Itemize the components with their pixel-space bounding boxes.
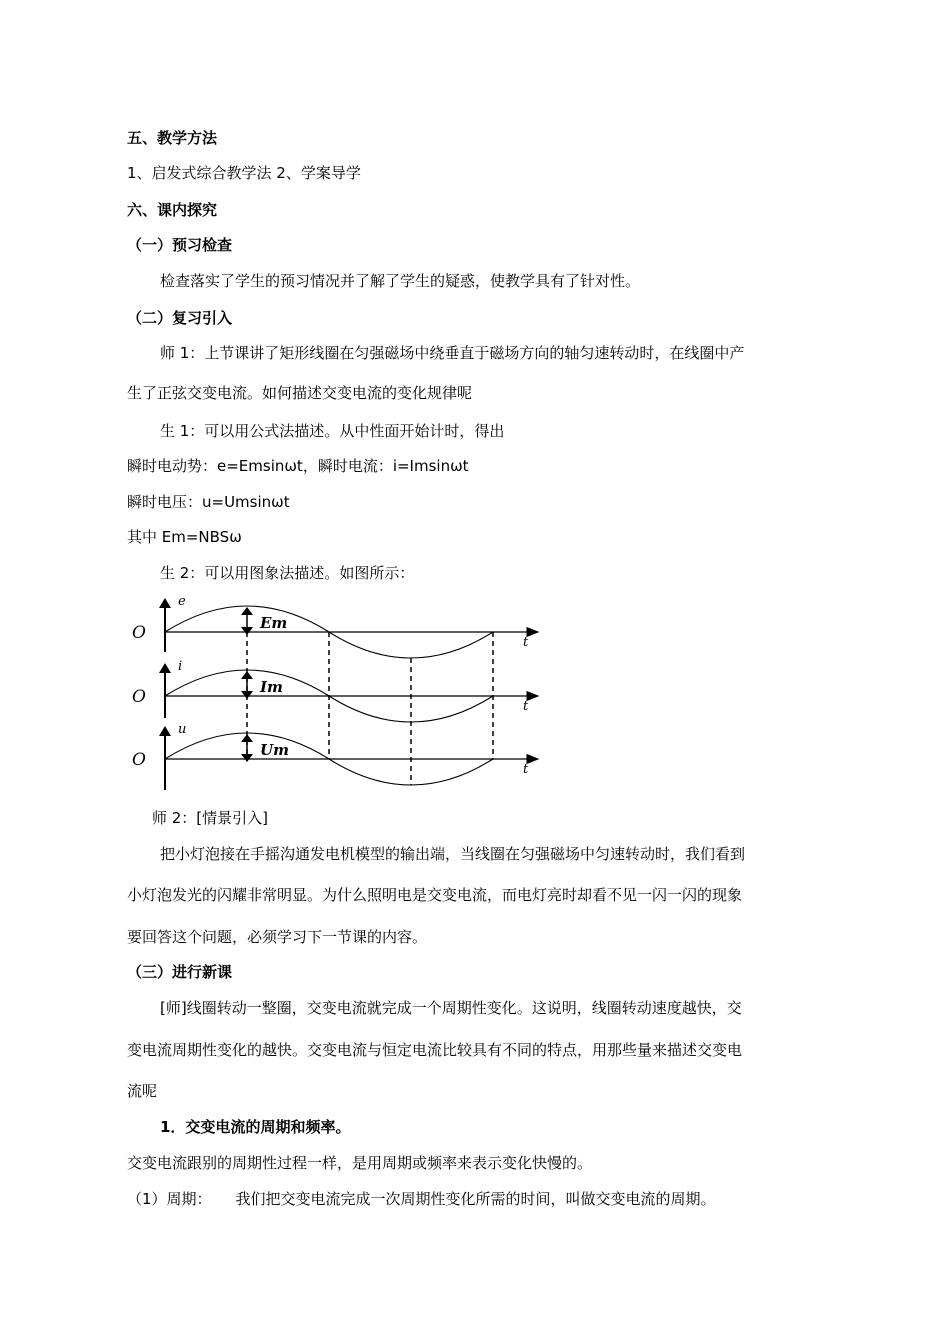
formula-voltage: 瞬时电压：u=Umsinωt xyxy=(127,493,290,511)
graph-u xyxy=(132,722,538,790)
sub1-text: 交变电流跟别的周期性过程一样，是用周期或频率来表示变化快慢的。 xyxy=(127,1154,593,1172)
section6-heading: 六、课内探究 xyxy=(127,201,218,219)
sine-graph-figure xyxy=(130,590,550,795)
i-symbol: i xyxy=(178,659,183,674)
origin-label-i: O xyxy=(132,687,146,707)
t-label-u: t xyxy=(523,762,529,777)
student1: 生 1：可以用公式法描述。从中性面开始计时，得出 xyxy=(160,422,505,440)
im-label: Im xyxy=(260,678,283,696)
sub1-heading: 1．交变电流的周期和频率。 xyxy=(160,1118,351,1136)
section5-heading: 五、教学方法 xyxy=(127,129,218,147)
teacher1-line2: 生了正弦交变电流。如何描述交变电流的变化规律呢 xyxy=(127,384,473,402)
teacher2: 师 2：[情景引入] xyxy=(152,809,269,827)
um-label: Um xyxy=(260,741,289,759)
period-text: 我们把交变电流完成一次周期性变化所需的时间，叫做交变电流的周期。 xyxy=(235,1190,716,1208)
graph-i xyxy=(132,659,538,722)
part1-heading: （一）预习检查 xyxy=(127,236,233,254)
u-axis-arrow xyxy=(159,726,171,736)
origin-label-u: O xyxy=(132,750,146,770)
period-line xyxy=(127,1189,716,1209)
e-symbol: e xyxy=(178,594,186,609)
part3-heading: （三）进行新课 xyxy=(127,963,233,981)
scene-line3: 要回答这个问题，必须学习下一节课的内容。 xyxy=(127,928,428,946)
i-axis-arrow xyxy=(159,663,171,673)
teaching-methods: 1、启发式综合教学法 2、学案导学 xyxy=(127,164,361,182)
e-axis-arrow xyxy=(159,598,171,608)
scene-line1: 把小灯泡接在手摇沟通发电机模型的输出端，当线圈在匀强磁场中匀速转动时，我们看到 xyxy=(160,845,746,863)
part1-text: 检查落实了学生的预习情况并了解了学生的疑惑，使教学具有了针对性。 xyxy=(160,272,641,290)
period-label: （1）周期： xyxy=(127,1190,212,1208)
scene-line2: 小灯泡发光的闪耀非常明显。为什么照明电是交变电流，而电灯亮时却看不见一闪一闪的现象 xyxy=(127,886,743,904)
graph-e xyxy=(132,594,538,658)
part3-teacher-line2: 变电流周期性变化的越快。交变电流与恒定电流比较具有不同的特点，用那些量来描述交变电 xyxy=(127,1041,743,1059)
em-label: Em xyxy=(260,614,288,632)
formula-em: 其中 Em=NBSω xyxy=(127,528,242,546)
part2-heading: （二）复习引入 xyxy=(127,309,233,327)
em-arrow-up xyxy=(241,607,253,615)
t-label-i: t xyxy=(523,699,529,714)
part3-teacher-line1: [师]线圈转动一整圈，交变电流就完成一个周期性变化。这说明，线圈转动速度越快，交 xyxy=(160,999,742,1017)
teacher1-line1: 师 1：上节课讲了矩形线圈在匀强磁场中绕垂直于磁场方向的轴匀速转动时，在线圈中产 xyxy=(160,344,745,362)
student2: 生 2：可以用图象法描述。如图所示： xyxy=(160,564,415,582)
sine-graphs-svg xyxy=(130,590,550,795)
formula-emf-current: 瞬时电动势：e=Emsinωt，瞬时电流：i=Imsinωt xyxy=(127,457,469,475)
u-symbol: u xyxy=(178,722,187,737)
origin-label-e: O xyxy=(132,623,146,643)
part3-teacher-line3: 流呢 xyxy=(127,1082,158,1100)
t-label-e: t xyxy=(523,635,529,650)
